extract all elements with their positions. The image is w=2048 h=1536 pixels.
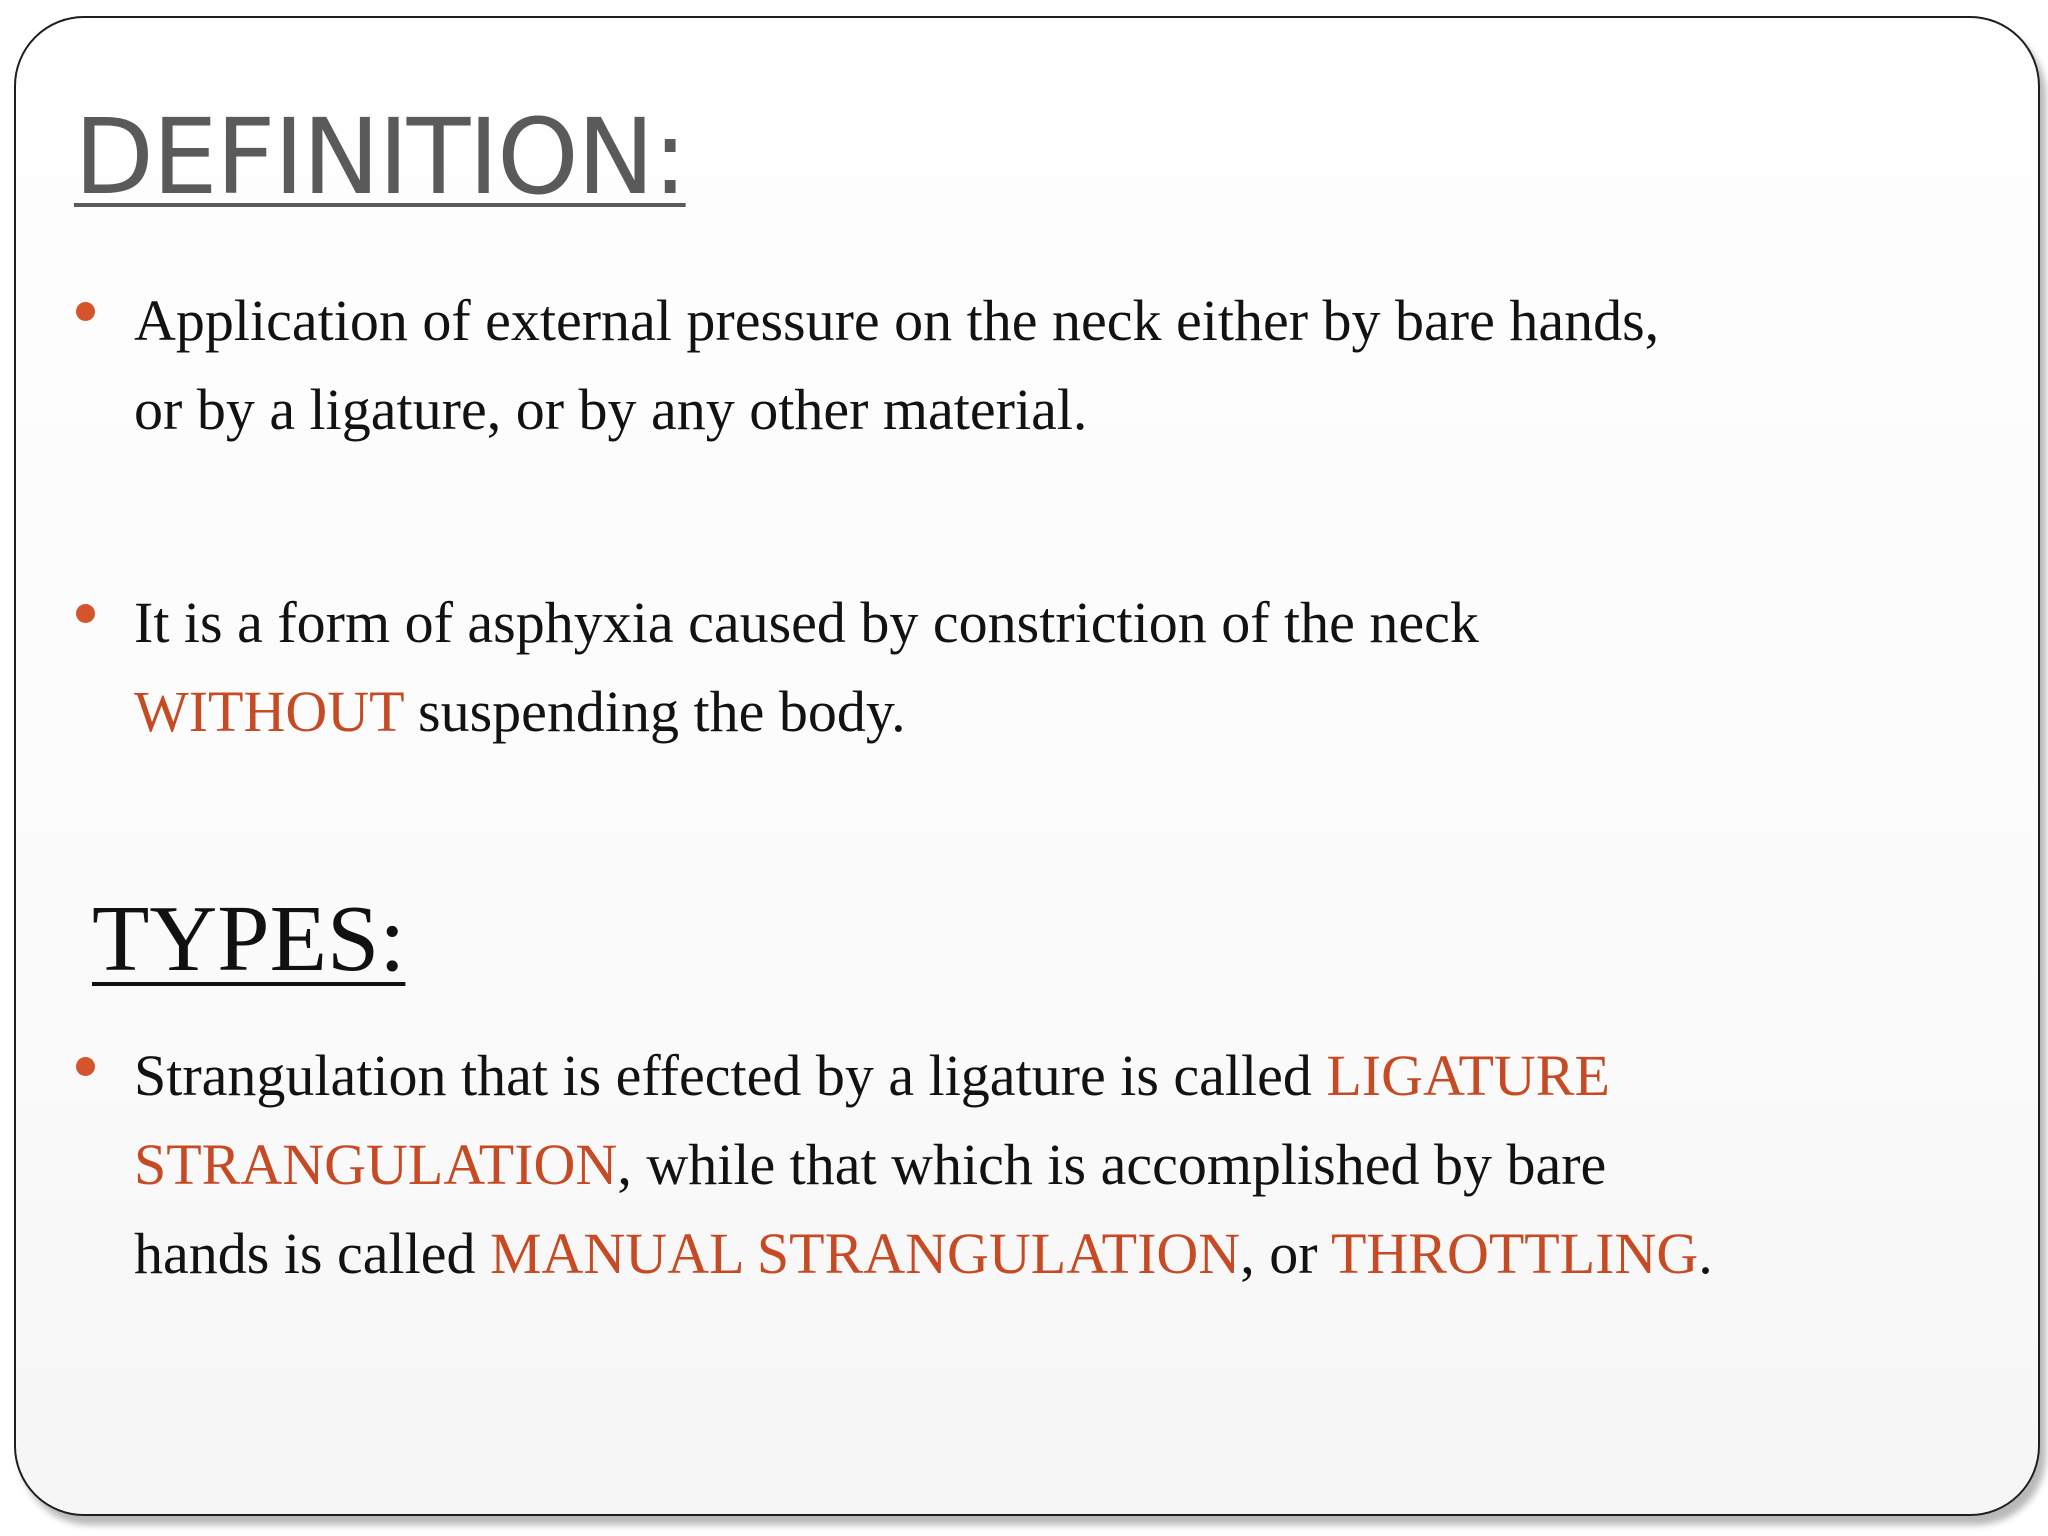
bullet-line: or by a ligature, or by any other material. — [134, 377, 1088, 442]
bullet-dot-icon — [76, 1057, 95, 1076]
bullet-dot-icon — [76, 302, 95, 321]
definition-heading: DEFINITION: — [74, 96, 686, 218]
bullet-text — [134, 276, 1976, 454]
bullet-dot-icon — [76, 604, 95, 623]
bullet-segment: Strangulation that is effected by a ligature is called — [134, 1043, 1327, 1108]
bullet-item-types — [76, 1031, 1976, 1298]
bullet-text — [134, 1031, 1976, 1298]
highlight-without: WITHOUT — [134, 679, 404, 744]
types-heading: TYPES: — [92, 887, 406, 991]
bullet-line: Application of external pressure on the neck either by bare hands, — [134, 288, 1660, 353]
bullet-segment: hands is called — [134, 1221, 490, 1286]
bullet-text — [134, 578, 1976, 756]
bullet-item-definition-1 — [76, 276, 1976, 454]
slide — [14, 16, 2040, 1516]
highlight-throttling: THROTTLING — [1330, 1221, 1699, 1286]
highlight-ligature: LIGATURE — [1326, 1043, 1610, 1108]
bullet-line: It is a form of asphyxia caused by constriction of the neck — [134, 590, 1479, 655]
highlight-manual-strangulation: MANUAL STRANGULATION — [489, 1221, 1241, 1286]
bullet-segment: , or — [1240, 1221, 1331, 1286]
bullet-segment: . — [1698, 1221, 1713, 1286]
bullet-line: suspending the body. — [403, 679, 906, 744]
bullet-segment: , while that which is accomplished by bare — [617, 1132, 1607, 1197]
bullet-item-definition-2 — [76, 578, 1976, 756]
highlight-strangulation: STRANGULATION — [134, 1132, 618, 1197]
